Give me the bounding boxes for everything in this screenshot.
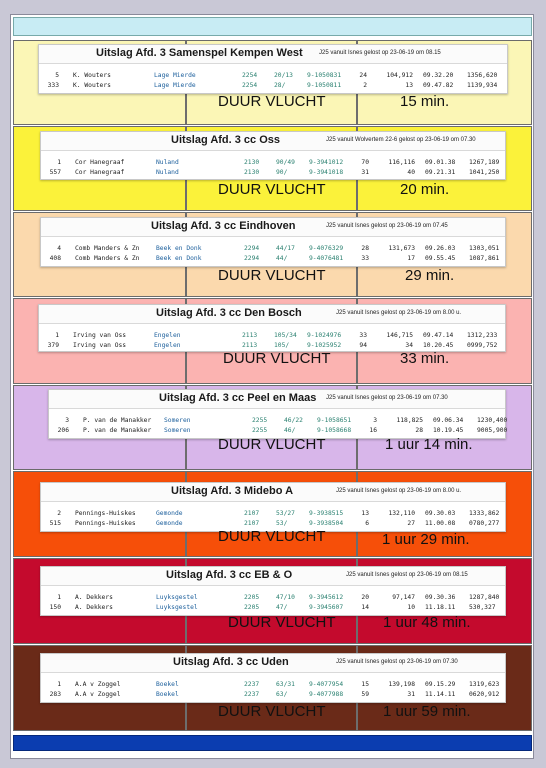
cell-speed: 1230,400 bbox=[477, 417, 508, 424]
duration-label: DUUR VLUCHT bbox=[218, 267, 326, 284]
cell-place: Gemonde bbox=[156, 520, 183, 527]
table-row bbox=[39, 82, 507, 91]
cell-coef: 31 bbox=[407, 691, 415, 698]
cell-name: P. van de Manakker bbox=[83, 417, 152, 424]
cell-ring: 9-4077954 bbox=[309, 681, 344, 688]
cell-name: K. Wouters bbox=[73, 72, 111, 79]
cell-speed: 530,327 bbox=[469, 604, 496, 611]
cell-rank: 1 bbox=[55, 332, 59, 339]
cell-time: 09.21.31 bbox=[425, 169, 456, 176]
table-row bbox=[41, 681, 505, 690]
result-card bbox=[48, 389, 506, 439]
table-row bbox=[41, 245, 505, 254]
result-title: Uitslag Afd. 3 cc Den Bosch bbox=[156, 307, 302, 319]
cell-speed: 1087,861 bbox=[469, 255, 500, 262]
cell-count: 46/22 bbox=[284, 417, 303, 424]
cell-name: Pennings-Huiskes bbox=[75, 520, 136, 527]
cell-count: 47/10 bbox=[276, 594, 295, 601]
cell-coef: 40 bbox=[407, 169, 415, 176]
cell-rank: 3 bbox=[65, 417, 69, 424]
table-row bbox=[39, 72, 507, 81]
cell-place: Luyksgestel bbox=[156, 594, 198, 601]
duration-label: DUUR VLUCHT bbox=[223, 350, 331, 367]
release-info: J25 vanuit Isnes gelost op 23-06-19 om 07.30 bbox=[336, 659, 458, 665]
duration-value: 1 uur 59 min. bbox=[383, 703, 471, 720]
cell-dist: 2294 bbox=[244, 255, 260, 262]
cell-rank: 557 bbox=[49, 169, 61, 176]
result-card bbox=[38, 44, 508, 94]
cell-ring: 9-3941012 bbox=[309, 159, 344, 166]
cell-pts: 33 bbox=[361, 255, 369, 262]
cell-time: 11.14.11 bbox=[425, 691, 456, 698]
cell-place: Engelen bbox=[154, 342, 181, 349]
cell-count: 53/27 bbox=[276, 510, 295, 517]
cell-time: 09.15.29 bbox=[425, 681, 456, 688]
duration-label: DUUR VLUCHT bbox=[218, 703, 326, 720]
table-row bbox=[41, 594, 505, 603]
cell-ring: 9-3945607 bbox=[309, 604, 344, 611]
cell-pts: 20 bbox=[361, 594, 369, 601]
cell-pts: 13 bbox=[361, 510, 369, 517]
cell-time: 11.00.08 bbox=[425, 520, 456, 527]
cell-ring: 9-1050811 bbox=[307, 82, 342, 89]
cell-coef: 17 bbox=[407, 255, 415, 262]
cell-time: 09.47.14 bbox=[423, 332, 454, 339]
duration-value: 1 uur 48 min. bbox=[383, 614, 471, 631]
cell-place: Engelen bbox=[154, 332, 181, 339]
cell-speed: 1356,620 bbox=[467, 72, 498, 79]
cell-pts: 24 bbox=[359, 72, 367, 79]
table-row bbox=[41, 169, 505, 178]
release-info: J25 vanuit Isnes gelost op 23-06-19 om 8.00 u. bbox=[336, 488, 462, 494]
table-row bbox=[41, 159, 505, 168]
release-info: J25 vanuit Isnes gelost op 23-06-19 om 08.15 bbox=[346, 572, 468, 578]
duration-label: DUUR VLUCHT bbox=[218, 93, 326, 110]
cell-time: 10.19.45 bbox=[433, 427, 464, 434]
cell-name: Pennings-Huiskes bbox=[75, 510, 136, 517]
cell-rank: 379 bbox=[47, 342, 59, 349]
cell-pts: 2 bbox=[363, 82, 367, 89]
cell-dist: 2237 bbox=[244, 681, 260, 688]
table-row bbox=[41, 604, 505, 613]
duration-label: DUUR VLUCHT bbox=[218, 528, 326, 545]
cell-dist: 2107 bbox=[244, 520, 260, 527]
cell-place: Someren bbox=[164, 427, 191, 434]
cell-pts: 33 bbox=[359, 332, 367, 339]
cell-count: 90/49 bbox=[276, 159, 295, 166]
cell-time: 09.30.03 bbox=[425, 510, 456, 517]
cell-name: Comb Manders & Zn bbox=[75, 245, 140, 252]
cell-count: 44/ bbox=[276, 255, 288, 262]
table-row bbox=[49, 417, 508, 426]
cell-coef: 116,116 bbox=[388, 159, 415, 166]
cell-rank: 283 bbox=[49, 691, 61, 698]
result-card bbox=[40, 217, 506, 267]
cell-coef: 28 bbox=[415, 427, 423, 434]
release-info: J25 vanuit Isnes gelost op 23-06-19 om 08.15 bbox=[319, 50, 441, 56]
cell-time: 09.26.03 bbox=[425, 245, 456, 252]
cell-coef: 27 bbox=[407, 520, 415, 527]
cell-speed: 0780,277 bbox=[469, 520, 500, 527]
cell-time: 09.47.82 bbox=[423, 82, 454, 89]
cell-coef: 10 bbox=[407, 604, 415, 611]
cell-rank: 4 bbox=[57, 245, 61, 252]
cell-speed: 9005,900 bbox=[477, 427, 508, 434]
result-card bbox=[40, 482, 506, 532]
table-row bbox=[41, 691, 505, 700]
cell-time: 09.01.38 bbox=[425, 159, 456, 166]
cell-name: A.A v Zoggel bbox=[75, 691, 121, 698]
cell-name: A. Dekkers bbox=[75, 604, 113, 611]
card-header bbox=[39, 45, 507, 64]
cell-pts: 3 bbox=[373, 417, 377, 424]
cell-rank: 150 bbox=[49, 604, 61, 611]
cell-count: 53/ bbox=[276, 520, 288, 527]
cell-rank: 1 bbox=[57, 681, 61, 688]
card-header bbox=[41, 483, 505, 502]
cell-place: Luyksgestel bbox=[156, 604, 198, 611]
cell-pts: 28 bbox=[361, 245, 369, 252]
cell-coef: 131,673 bbox=[388, 245, 415, 252]
cell-coef: 139,198 bbox=[388, 681, 415, 688]
cell-dist: 2294 bbox=[244, 245, 260, 252]
cell-place: Nuland bbox=[156, 169, 179, 176]
release-info: J25 vanuit Isnes gelost op 23-06-19 om 8.00 u. bbox=[336, 310, 462, 316]
table-row bbox=[49, 427, 508, 436]
cell-place: Beek en Donk bbox=[156, 255, 202, 262]
cell-speed: 1287,840 bbox=[469, 594, 500, 601]
cell-pts: 70 bbox=[361, 159, 369, 166]
cell-name: Irving van Oss bbox=[73, 342, 127, 349]
cell-speed: 1333,862 bbox=[469, 510, 500, 517]
cell-speed: 0620,912 bbox=[469, 691, 500, 698]
cell-count: 90/ bbox=[276, 169, 288, 176]
cell-place: Lage Mierde bbox=[154, 72, 196, 79]
result-title: Uitslag Afd. 3 cc Peel en Maas bbox=[159, 392, 317, 404]
cell-ring: 9-3938504 bbox=[309, 520, 344, 527]
cell-pts: 6 bbox=[365, 520, 369, 527]
cell-count: 63/31 bbox=[276, 681, 295, 688]
cell-pts: 14 bbox=[361, 604, 369, 611]
cell-coef: 118,825 bbox=[396, 417, 423, 424]
cell-place: Someren bbox=[164, 417, 191, 424]
cell-name: A.A v Zoggel bbox=[75, 681, 121, 688]
cell-ring: 9-1050831 bbox=[307, 72, 342, 79]
card-header bbox=[41, 218, 505, 237]
cell-rank: 515 bbox=[49, 520, 61, 527]
cell-place: Boekel bbox=[156, 681, 179, 688]
cell-dist: 2205 bbox=[244, 604, 260, 611]
cell-name: Cor Hanegraaf bbox=[75, 159, 125, 166]
card-header bbox=[41, 567, 505, 586]
cell-speed: 1319,623 bbox=[469, 681, 500, 688]
cell-speed: 1041,250 bbox=[469, 169, 500, 176]
cell-name: K. Wouters bbox=[73, 82, 111, 89]
cell-time: 09.06.34 bbox=[433, 417, 464, 424]
cell-rank: 1 bbox=[57, 594, 61, 601]
bottom-bar bbox=[13, 735, 532, 751]
cell-place: Beek en Donk bbox=[156, 245, 202, 252]
cell-ring: 9-3941018 bbox=[309, 169, 344, 176]
cell-ring: 9-4076481 bbox=[309, 255, 344, 262]
cell-name: Comb Manders & Zn bbox=[75, 255, 140, 262]
cell-time: 09.32.20 bbox=[423, 72, 454, 79]
cell-time: 11.18.11 bbox=[425, 604, 456, 611]
table-row bbox=[39, 332, 505, 341]
cell-speed: 1303,051 bbox=[469, 245, 500, 252]
release-info: J25 vanuit Wolvertem 22-6 gelost op 23-06-19 om 07.30 bbox=[326, 137, 476, 143]
cell-place: Boekel bbox=[156, 691, 179, 698]
cell-speed: 0999,752 bbox=[467, 342, 498, 349]
duration-value: 20 min. bbox=[400, 181, 450, 198]
cell-pts: 15 bbox=[361, 681, 369, 688]
cell-dist: 2130 bbox=[244, 159, 260, 166]
cell-rank: 2 bbox=[57, 510, 61, 517]
cell-pts: 16 bbox=[369, 427, 377, 434]
top-bar bbox=[13, 17, 532, 36]
cell-speed: 1312,233 bbox=[467, 332, 498, 339]
cell-rank: 1 bbox=[57, 159, 61, 166]
cell-ring: 9-1024976 bbox=[307, 332, 342, 339]
result-title: Uitslag Afd. 3 cc EB & O bbox=[166, 569, 293, 581]
cell-place: Lage Mierde bbox=[154, 82, 196, 89]
result-title: Uitslag Afd. 3 cc Oss bbox=[171, 134, 281, 146]
result-title: Uitslag Afd. 3 Midebo A bbox=[171, 485, 294, 497]
cell-name: Irving van Oss bbox=[73, 332, 127, 339]
cell-ring: 9-1025952 bbox=[307, 342, 342, 349]
cell-place: Nuland bbox=[156, 159, 179, 166]
cell-count: 28/ bbox=[274, 82, 286, 89]
cell-speed: 1139,934 bbox=[467, 82, 498, 89]
cell-ring: 9-4076329 bbox=[309, 245, 344, 252]
card-header bbox=[41, 132, 505, 151]
cell-time: 10.20.45 bbox=[423, 342, 454, 349]
duration-value: 29 min. bbox=[405, 267, 455, 284]
cell-count: 47/ bbox=[276, 604, 288, 611]
cell-count: 46/ bbox=[284, 427, 296, 434]
cell-dist: 2255 bbox=[252, 427, 268, 434]
cell-count: 20/13 bbox=[274, 72, 293, 79]
duration-value: 1 uur 14 min. bbox=[385, 436, 473, 453]
cell-time: 09.55.45 bbox=[425, 255, 456, 262]
result-card bbox=[40, 131, 506, 180]
result-card bbox=[40, 566, 506, 616]
cell-dist: 2255 bbox=[252, 417, 268, 424]
cell-ring: 9-3938515 bbox=[309, 510, 344, 517]
result-title: Uitslag Afd. 3 Samenspel Kempen West bbox=[96, 47, 303, 59]
cell-count: 105/34 bbox=[274, 332, 297, 339]
cell-ring: 9-4077988 bbox=[309, 691, 344, 698]
release-info: J25 vanuit Isnes gelost op 23-06-19 om 07.30 bbox=[326, 395, 448, 401]
cell-coef: 13 bbox=[405, 82, 413, 89]
cell-count: 63/ bbox=[276, 691, 288, 698]
card-header bbox=[41, 654, 505, 673]
cell-dist: 2130 bbox=[244, 169, 260, 176]
cell-rank: 408 bbox=[49, 255, 61, 262]
cell-time: 09.30.36 bbox=[425, 594, 456, 601]
result-card bbox=[40, 653, 506, 703]
cell-dist: 2205 bbox=[244, 594, 260, 601]
cell-rank: 206 bbox=[57, 427, 69, 434]
result-card bbox=[38, 304, 506, 352]
cell-dist: 2113 bbox=[242, 332, 258, 339]
cell-ring: 9-1058668 bbox=[317, 427, 352, 434]
cell-name: A. Dekkers bbox=[75, 594, 113, 601]
cell-ring: 9-3945612 bbox=[309, 594, 344, 601]
duration-value: 1 uur 29 min. bbox=[382, 531, 470, 548]
cell-pts: 94 bbox=[359, 342, 367, 349]
table-row bbox=[41, 510, 505, 519]
release-info: J25 vanuit Isnes gelost op 23-06-19 om 07.45 bbox=[326, 223, 448, 229]
cell-dist: 2254 bbox=[242, 72, 258, 79]
cell-coef: 104,912 bbox=[386, 72, 413, 79]
table-row bbox=[41, 255, 505, 264]
cell-place: Gemonde bbox=[156, 510, 183, 517]
card-header bbox=[49, 390, 505, 409]
cell-name: Cor Hanegraaf bbox=[75, 169, 125, 176]
cell-coef: 146,715 bbox=[386, 332, 413, 339]
cell-dist: 2254 bbox=[242, 82, 258, 89]
cell-pts: 31 bbox=[361, 169, 369, 176]
cell-coef: 97,147 bbox=[392, 594, 415, 601]
result-title: Uitslag Afd. 3 cc Eindhoven bbox=[151, 220, 296, 232]
cell-speed: 1267,189 bbox=[469, 159, 500, 166]
cell-coef: 34 bbox=[405, 342, 413, 349]
cell-dist: 2113 bbox=[242, 342, 258, 349]
card-header bbox=[39, 305, 505, 324]
cell-ring: 9-1058651 bbox=[317, 417, 352, 424]
duration-label: DUUR VLUCHT bbox=[228, 614, 336, 631]
cell-dist: 2237 bbox=[244, 691, 260, 698]
duration-value: 15 min. bbox=[400, 93, 450, 110]
cell-coef: 132,110 bbox=[388, 510, 415, 517]
cell-dist: 2107 bbox=[244, 510, 260, 517]
duration-label: DUUR VLUCHT bbox=[218, 181, 326, 198]
duration-label: DUUR VLUCHT bbox=[218, 436, 326, 453]
duration-value: 33 min. bbox=[400, 350, 450, 367]
cell-count: 105/ bbox=[274, 342, 290, 349]
cell-count: 44/17 bbox=[276, 245, 295, 252]
cell-rank: 5 bbox=[55, 72, 59, 79]
cell-name: P. van de Manakker bbox=[83, 427, 152, 434]
cell-pts: 59 bbox=[361, 691, 369, 698]
result-title: Uitslag Afd. 3 cc Uden bbox=[173, 656, 289, 668]
cell-rank: 333 bbox=[47, 82, 59, 89]
